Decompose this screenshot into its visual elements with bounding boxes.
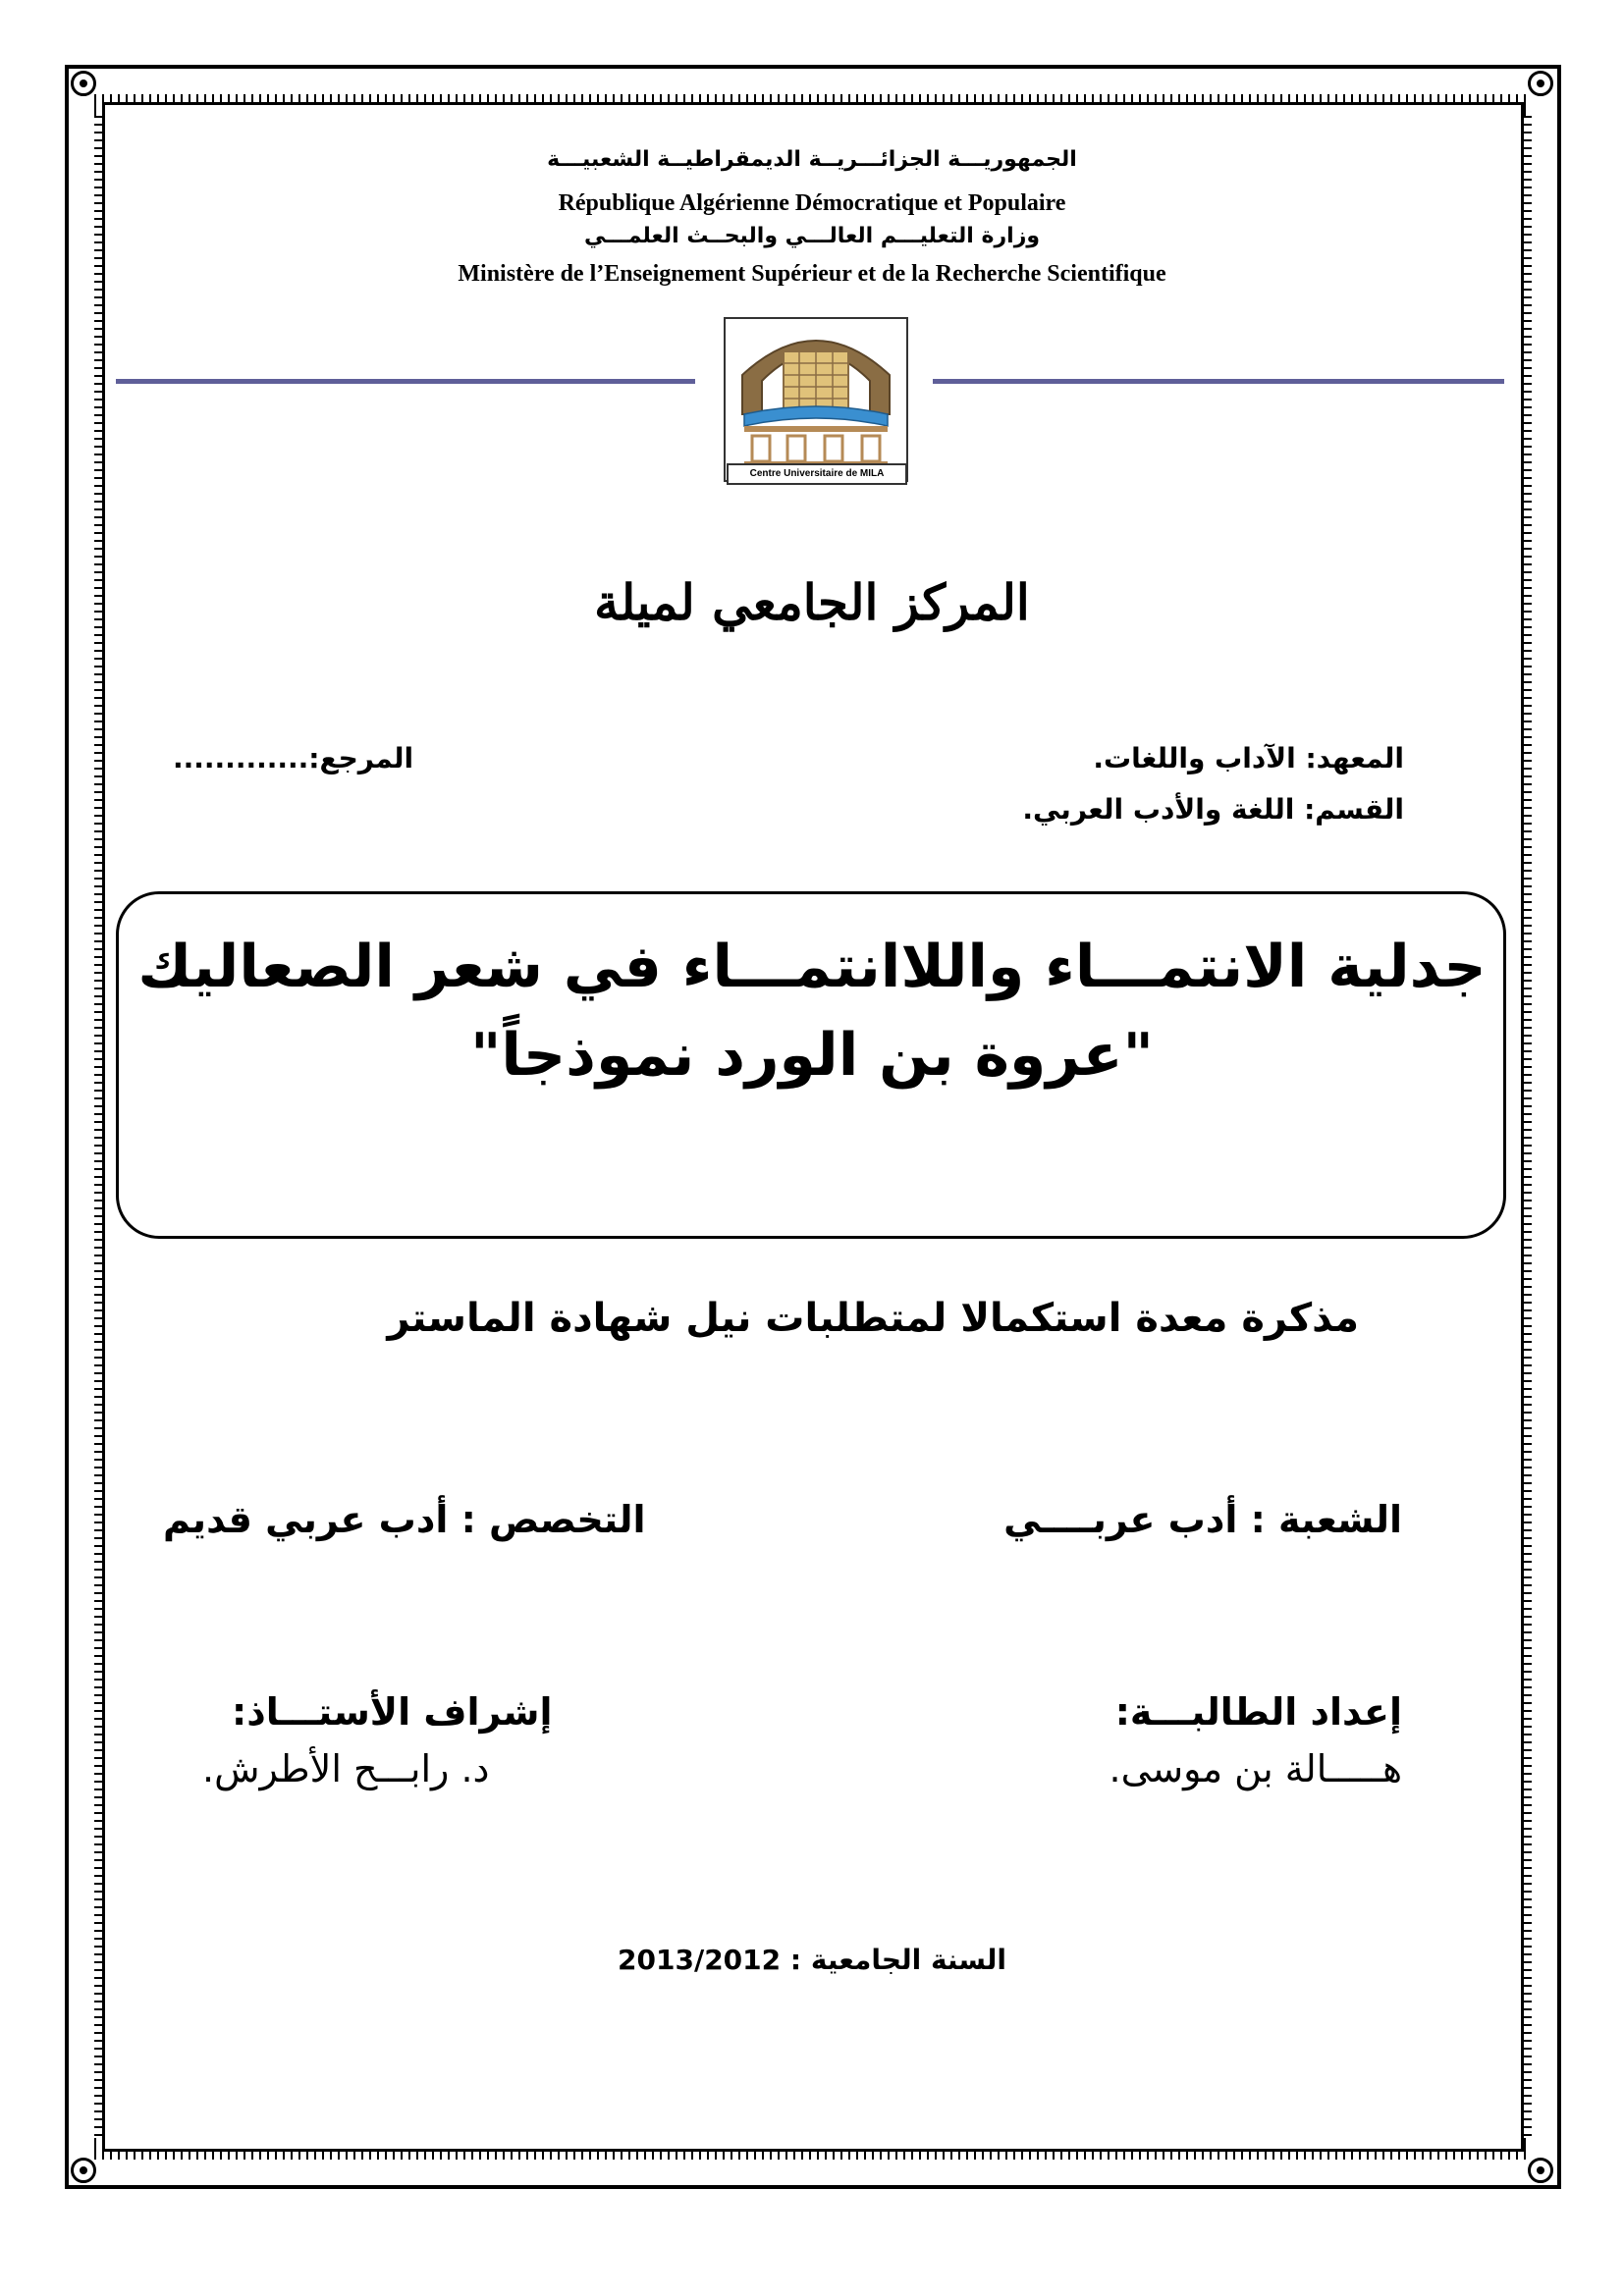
frame-corner-ornament [1528, 2158, 1553, 2183]
supervisor-label: إشراف الأستـــاذ: [232, 1690, 553, 1734]
frame-corner-ornament [1528, 71, 1553, 96]
frame-corner-ornament [71, 71, 96, 96]
supervisor-name: د. رابـــح الأطرش. [202, 1747, 490, 1790]
department-label: القسم: اللغة والأدب العربي. [1022, 793, 1404, 826]
memo-statement: مذكرة معدة استكمالا لمتطلبات نيل شهادة الماستر [387, 1296, 1359, 1341]
frame-corner-ornament [71, 2158, 96, 2183]
thesis-title-line2: "عروة بن الورد نموذجاً" [470, 1021, 1154, 1090]
branch-field: الشعبة : أدب عربــــي [1003, 1498, 1402, 1541]
header-republic-ar: الجمهوريـــة الجزائـــريــة الديمقراطيــة الشعبيـــة [547, 147, 1077, 172]
academic-year: السنة الجامعية : 2013/2012 [618, 1944, 1006, 1976]
header-ministry-ar: وزارة التعليـــم العالـــي والبحــث العلمـــي [583, 224, 1041, 248]
university-logo [723, 316, 909, 483]
thesis-title-line1: جدلية الانتمـــاء واللاانتمـــاء في شعر الصعاليك [137, 933, 1487, 1001]
header-divider-right [933, 379, 1504, 384]
logo-caption: Centre Universitaire de MILA [727, 463, 907, 485]
institute-label: المعهد: الآداب واللغات. [1093, 742, 1404, 774]
header-ministry-fr: Ministère de l’Enseignement Supérieur et de la Recherche Scientifique [458, 261, 1166, 287]
student-label: إعداد الطالبـــة: [1114, 1690, 1402, 1734]
reference-label: المرجع:............. [173, 742, 414, 774]
header-republic-fr: République Algérienne Démocratique et Populaire [558, 190, 1066, 216]
institution-name: المركز الجامعي لميلة [594, 573, 1030, 631]
student-name: هـــــالة بن موسى. [1109, 1747, 1402, 1790]
specialty-field: التخصص : أدب عربي قديم [163, 1498, 646, 1541]
header-divider-left [116, 379, 695, 384]
